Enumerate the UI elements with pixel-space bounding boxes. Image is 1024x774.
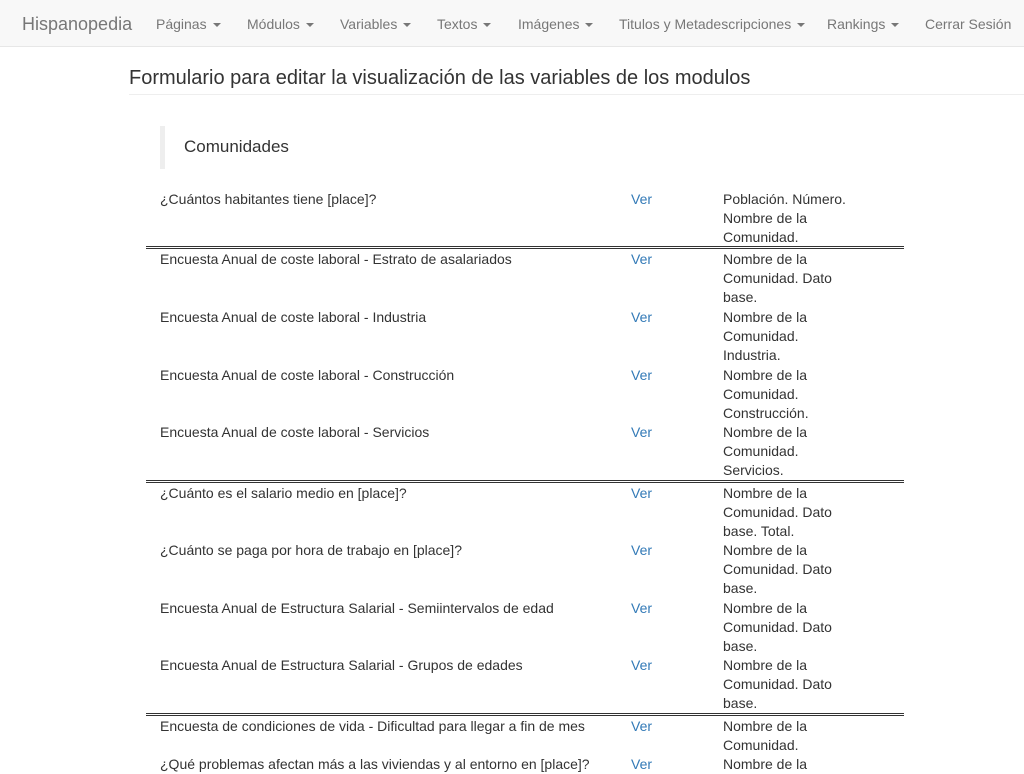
variable-label: Encuesta Anual de Estructura Salarial - Semiintervalos de edad (160, 600, 554, 616)
ver-link[interactable]: Ver (631, 657, 653, 673)
variable-description: Nombre de la (723, 756, 808, 772)
nav-titulos-label: Titulos y Metadescripciones (619, 16, 792, 32)
variable-label: ¿Cuánto se paga por hora de trabajo en [place]? (160, 542, 462, 558)
variable-description: Población. Número. Nombre de la Comunidad. (723, 191, 846, 246)
variable-label: ¿Cuántos habitantes tiene [place]? (160, 191, 377, 207)
ver-link[interactable]: Ver (631, 191, 653, 207)
ver-link[interactable]: Ver (631, 485, 653, 501)
variable-description: Nombre de la Comunidad. Dato base. (723, 542, 832, 597)
variable-label: ¿Qué problemas afectan más a las viviendas y al entorno en [place]? (160, 756, 590, 772)
variable-label: Encuesta Anual de coste laboral - Industria (160, 309, 427, 325)
caret-down-icon (797, 23, 805, 27)
ver-link[interactable]: Ver (631, 367, 653, 383)
variable-label: Encuesta Anual de coste laboral - Construcción (160, 367, 455, 383)
nav-textos[interactable] (437, 15, 491, 33)
variable-label: Encuesta Anual de coste laboral - Servicios (160, 424, 430, 440)
brand-logo[interactable]: Hispanopedia (22, 14, 133, 34)
nav-imagenes-label: Imágenes (518, 16, 580, 32)
nav-imagenes[interactable] (518, 15, 593, 33)
ver-link[interactable]: Ver (631, 309, 653, 325)
nav-paginas-label: Páginas (156, 16, 207, 32)
variable-description: Nombre de la Comunidad. Dato base. Total. (723, 485, 832, 540)
caret-down-icon (891, 23, 899, 27)
nav-variables[interactable] (340, 15, 411, 33)
variable-label: Encuesta de condiciones de vida - Dificultad para llegar a fin de mes (160, 718, 585, 734)
variable-description: Nombre de la Comunidad. Dato base. (723, 657, 832, 712)
ver-link[interactable]: Ver (631, 251, 653, 267)
ver-link[interactable]: Ver (631, 718, 653, 734)
caret-down-icon (403, 23, 411, 27)
ver-link[interactable]: Ver (631, 756, 653, 772)
variable-description: Nombre de la Comunidad. (723, 718, 808, 754)
variable-description: Nombre de la Comunidad. Industria. (723, 309, 808, 364)
nav-modulos-label: Módulos (247, 16, 300, 32)
variable-description: Nombre de la Comunidad. Dato base. (723, 251, 832, 306)
nav-rankings-label: Rankings (827, 16, 886, 32)
variable-description: Nombre de la Comunidad. Servicios. (723, 424, 808, 479)
caret-down-icon (585, 23, 593, 27)
caret-down-icon (306, 23, 314, 27)
variable-label: Encuesta Anual de coste laboral - Estrato de asalariados (160, 251, 512, 267)
ver-link[interactable]: Ver (631, 424, 653, 440)
variable-label: ¿Cuánto es el salario medio en [place]? (160, 485, 407, 501)
row-separator (146, 713, 904, 716)
nav-variables-label: Variables (340, 16, 398, 32)
nav-paginas[interactable] (156, 15, 221, 33)
caret-down-icon (213, 23, 221, 27)
nav-cerrar-sesion[interactable]: Cerrar Sesión (925, 16, 1012, 32)
ver-link[interactable]: Ver (631, 600, 653, 616)
section-heading (160, 126, 465, 169)
page-title: Formulario para editar la visualización de las variables de los modulos (129, 67, 751, 89)
nav-titulos-metadescripciones[interactable] (619, 15, 805, 33)
nav-textos-label: Textos (437, 16, 478, 32)
row-separator (146, 480, 904, 483)
page-header (129, 66, 1024, 95)
variable-description: Nombre de la Comunidad. Construcción. (723, 367, 809, 422)
nav-rankings[interactable] (827, 15, 899, 33)
variable-description: Nombre de la Comunidad. Dato base. (723, 600, 832, 655)
row-separator (146, 246, 904, 249)
ver-link[interactable]: Ver (631, 542, 653, 558)
caret-down-icon (483, 23, 491, 27)
variable-label: Encuesta Anual de Estructura Salarial - Grupos de edades (160, 657, 523, 673)
nav-modulos[interactable] (247, 15, 314, 33)
top-navbar (0, 0, 1024, 47)
section-title: Comunidades (184, 137, 289, 156)
